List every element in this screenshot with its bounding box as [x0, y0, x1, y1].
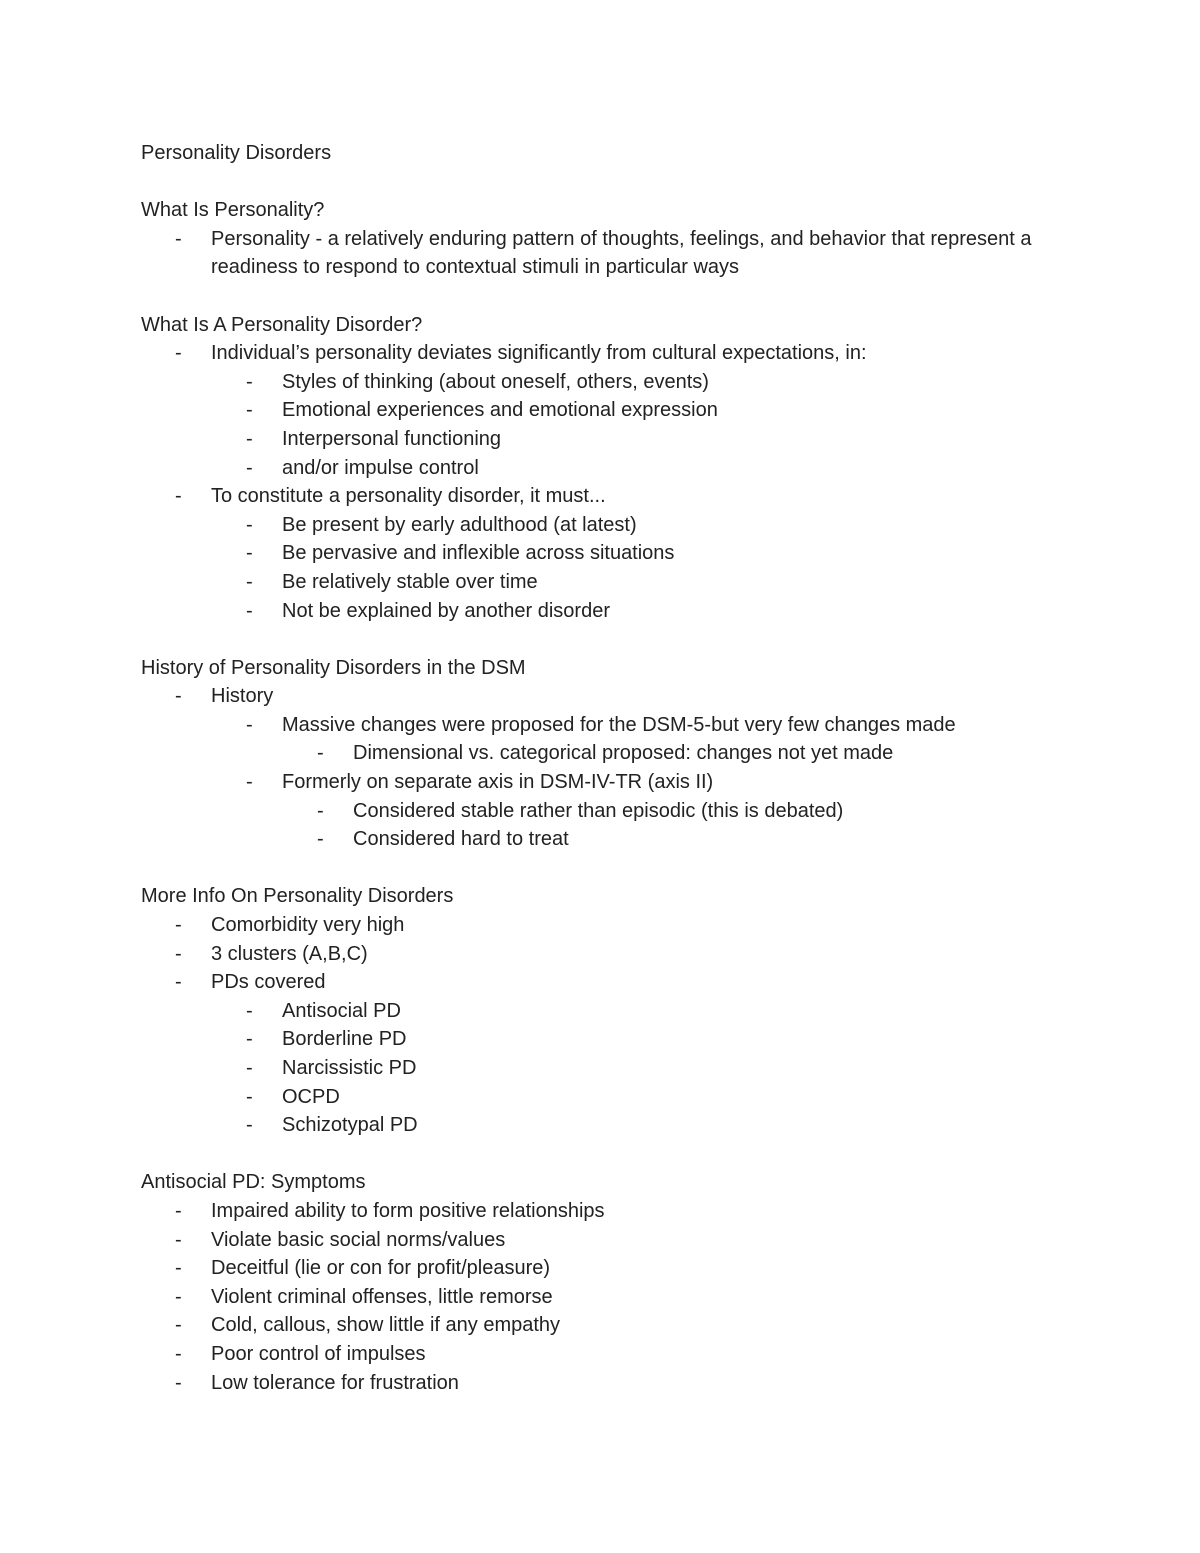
list-item: [141, 1369, 1061, 1398]
list-item-text: Emotional experiences and emotional expression: [282, 399, 718, 422]
bullet-dash: -: [175, 942, 182, 965]
list-item: [141, 739, 1061, 768]
bullet-dash: -: [175, 485, 182, 508]
bullet-dash: -: [175, 1285, 182, 1308]
list-item-text: History: [211, 685, 274, 708]
list-item-text: Violate basic social norms/values: [211, 1228, 506, 1251]
list-item-text: Impaired ability to form positive relationships: [211, 1199, 605, 1222]
list-item: [141, 768, 1061, 797]
list-item-text: Low tolerance for frustration: [211, 1371, 459, 1394]
bullet-list: [141, 1197, 1061, 1397]
list-item: [141, 454, 1061, 483]
bullet-dash: -: [246, 542, 253, 565]
list-item-text: Schizotypal PD: [282, 1114, 418, 1137]
bullet-dash: -: [175, 914, 182, 937]
bullet-dash: -: [175, 1257, 182, 1280]
list-item: [141, 940, 1061, 969]
section-heading: Antisocial PD: Symptoms: [141, 1171, 366, 1194]
section-spacer: [141, 1140, 1061, 1169]
list-item-text: Comorbidity very high: [211, 914, 405, 937]
list-item-text: 3 clusters (A,B,C): [211, 942, 368, 965]
section-heading: History of Personality Disorders in the DSM: [141, 656, 526, 679]
bullet-list: [141, 225, 1061, 282]
list-item-text: Be relatively stable over time: [282, 570, 538, 593]
bullet-dash: -: [317, 742, 324, 765]
list-item: [141, 1197, 1061, 1226]
document-page: [141, 139, 1061, 1397]
bullet-dash: -: [175, 1314, 182, 1337]
list-item: [141, 425, 1061, 454]
section-heading: More Info On Personality Disorders: [141, 885, 454, 908]
list-item: [141, 1283, 1061, 1312]
section-spacer: [141, 168, 1061, 197]
list-item-text: Poor control of impulses: [211, 1342, 426, 1365]
list-item: [141, 1311, 1061, 1340]
list-item: [141, 511, 1061, 540]
list-item-text: Massive changes were proposed for the DSM-5-but very few changes made: [282, 713, 956, 736]
bullet-dash: -: [246, 456, 253, 479]
document-body: [141, 168, 1061, 1398]
list-item-text: Cold, callous, show little if any empathy: [211, 1314, 561, 1337]
list-item: [141, 911, 1061, 940]
bullet-dash: -: [175, 227, 182, 250]
list-item-text: Not be explained by another disorder: [282, 599, 610, 622]
section-heading: What Is A Personality Disorder?: [141, 313, 423, 336]
list-item-text: Be present by early adulthood (at latest): [282, 513, 637, 536]
list-item: [141, 825, 1061, 854]
section-heading: What Is Personality?: [141, 199, 325, 222]
list-item-text: Be pervasive and inflexible across situations: [282, 542, 675, 565]
section-spacer: [141, 282, 1061, 311]
bullet-dash: -: [246, 1028, 253, 1051]
list-item: [141, 225, 1061, 282]
bullet-list: [141, 339, 1061, 625]
list-item: [141, 997, 1061, 1026]
bullet-dash: -: [317, 799, 324, 822]
list-item: [141, 1254, 1061, 1283]
bullet-dash: -: [246, 1114, 253, 1137]
list-item: [141, 568, 1061, 597]
list-item-text: Narcissistic PD: [282, 1057, 417, 1079]
list-item-text: OCPD: [282, 1085, 340, 1108]
bullet-list: [141, 682, 1061, 854]
list-item-text: PDs covered: [211, 971, 326, 994]
list-item: [141, 682, 1061, 711]
bullet-dash: -: [246, 513, 253, 536]
list-item: [141, 1340, 1061, 1369]
list-item: [141, 339, 1061, 368]
list-item: [141, 368, 1061, 397]
bullet-dash: -: [246, 771, 253, 794]
list-item-text: Borderline PD: [282, 1028, 407, 1051]
bullet-dash: -: [175, 1228, 182, 1251]
list-item: [141, 1025, 1061, 1054]
bullet-dash: -: [317, 828, 324, 851]
section-spacer: [141, 625, 1061, 654]
bullet-dash: -: [246, 370, 253, 393]
list-item: [141, 797, 1061, 826]
list-item: [141, 1111, 1061, 1140]
list-item: [141, 482, 1061, 511]
list-item: [141, 1054, 1061, 1083]
bullet-dash: -: [175, 685, 182, 708]
bullet-dash: -: [175, 1199, 182, 1222]
list-item-text: Violent criminal offenses, little remorse: [211, 1285, 553, 1308]
bullet-dash: -: [175, 342, 182, 365]
bullet-dash: -: [246, 427, 253, 450]
bullet-dash: -: [246, 570, 253, 593]
list-item-text: Personality - a relatively enduring pattern of thoughts, feelings, and behavior that represent a readiness to respond to contextual stimuli in particular ways: [211, 227, 1032, 279]
bullet-dash: -: [246, 999, 253, 1022]
bullet-dash: -: [246, 599, 253, 622]
list-item-text: To constitute a personality disorder, it must...: [211, 485, 606, 508]
list-item-text: Dimensional vs. categorical proposed: changes not yet made: [353, 742, 894, 765]
document-title: Personality Disorders: [141, 142, 332, 164]
bullet-dash: -: [246, 1085, 253, 1108]
list-item-text: Considered stable rather than episodic (this is debated): [353, 799, 844, 822]
list-item-text: Considered hard to treat: [353, 828, 569, 851]
list-item: [141, 968, 1061, 997]
list-item-text: Individual’s personality deviates significantly from cultural expectations, in:: [211, 342, 867, 365]
list-item-text: Styles of thinking (about oneself, others, events): [282, 370, 709, 393]
bullet-dash: -: [175, 1371, 182, 1394]
list-item: [141, 1226, 1061, 1255]
bullet-dash: -: [246, 1057, 253, 1079]
section-spacer: [141, 854, 1061, 883]
list-item-text: Deceitful (lie or con for profit/pleasure): [211, 1257, 551, 1280]
list-item: [141, 597, 1061, 626]
list-item: [141, 396, 1061, 425]
list-item-text: Formerly on separate axis in DSM-IV-TR (axis II): [282, 771, 714, 794]
list-item-text: Antisocial PD: [282, 999, 401, 1022]
bullet-dash: -: [246, 399, 253, 422]
list-item: [141, 539, 1061, 568]
list-item-text: and/or impulse control: [282, 456, 479, 479]
list-item-text: Interpersonal functioning: [282, 427, 502, 450]
list-item: [141, 1083, 1061, 1112]
bullet-dash: -: [175, 1342, 182, 1365]
bullet-dash: -: [175, 971, 182, 994]
list-item: [141, 711, 1061, 740]
bullet-dash: -: [246, 713, 253, 736]
bullet-list: [141, 911, 1061, 1140]
